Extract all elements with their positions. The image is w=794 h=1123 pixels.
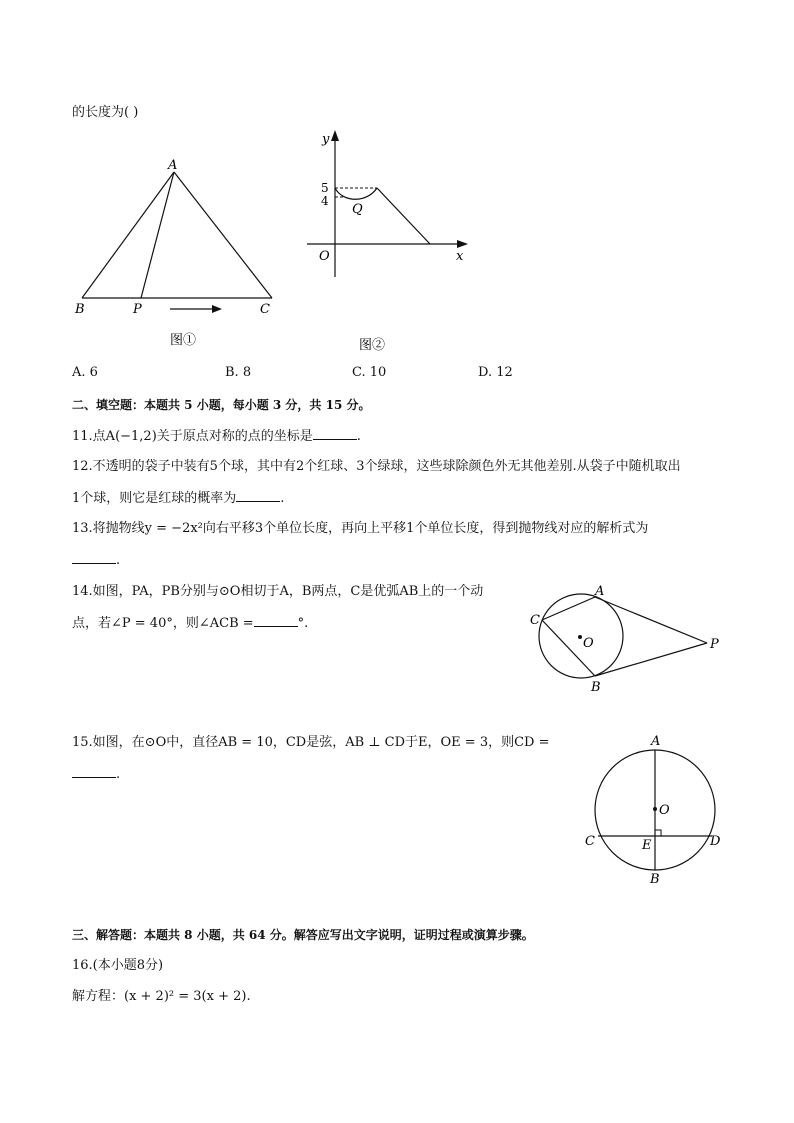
option-b[interactable]: B. 8 [225,365,252,380]
label-A: A [168,158,178,173]
label-B: B [75,302,85,317]
graph-line-down [377,188,430,244]
label-A: A [651,734,661,749]
q11-text: 11.点A(−1,2)关于原点对称的点的坐标是 [72,429,313,444]
q15-period: . [116,767,121,782]
tick-4: 4 [321,194,329,208]
caption-fig2: 图② [359,338,386,353]
center-dot [578,635,582,639]
q12-answer-blank[interactable] [236,489,280,502]
label-Q: Q [352,202,363,217]
q11-period: . [356,429,361,444]
q13-line1: 13.将抛物线y = −2x²向右平移3个单位长度，再向上平移1个单位长度，得到抛物线对应的解析式为 [72,521,649,536]
q14-line1: 14.如图，PA，PB分别与⊙O相切于A，B两点，C是优弧AB上的一个动 [72,584,484,599]
option-c[interactable]: C. 10 [352,365,387,380]
q15-line1: 15.如图，在⊙O中，直径AB = 10，CD是弦，AB ⊥ CD于E，OE = 3，则CD = [72,735,550,750]
q16-equation: 解方程：(x + 2)² = 3(x + 2). [72,989,251,1004]
section-3-heading: 三、解答题：本题共 8 小题，共 64 分。解答应写出文字说明，证明过程或演算步骤。 [72,928,534,942]
label-y: y [322,132,330,147]
center-dot [653,807,657,811]
figure-q15-circle-diameter [580,725,730,890]
label-E: E [642,838,652,853]
option-a[interactable]: A. 6 [72,365,98,380]
figure-1-triangle [60,150,290,350]
question-12-line2 [72,489,284,508]
tick-5: 5 [321,181,329,195]
q11-answer-blank[interactable] [313,427,357,440]
q10-stem-tail: 的长度为( ) [72,105,139,120]
q13-period: . [116,553,121,568]
label-C: C [530,613,540,628]
question-14-line2 [72,614,308,633]
question-11 [72,427,361,446]
label-P: P [710,637,719,652]
right-angle-mark [655,830,661,836]
q12-period: . [280,491,285,506]
q14-degree: °. [297,616,309,631]
question-15-line2 [72,765,120,784]
section-2-heading: 二、填空题：本题共 5 小题，每小题 3 分，共 15 分。 [72,398,371,412]
side-AB [82,172,174,298]
label-O: O [659,803,670,818]
q14-text: 点，若∠P = 40°，则∠ACB = [72,616,254,631]
label-B: B [591,680,601,695]
q16-label: 16.(本小题8分) [72,958,164,973]
label-P: P [133,302,142,317]
x-axis-arrow [457,240,468,248]
label-D: D [710,834,721,849]
label-C: C [260,302,270,317]
curve-Q [335,188,377,199]
tangent-PA [595,597,707,643]
q12-text: 1个球，则它是红球的概率为 [72,491,237,506]
label-origin: O [319,249,330,264]
q12-line1: 12.不透明的袋子中装有5个球，其中有2个红球、3个绿球，这些球除颜色外无其他差别.从袋子中随机取出 [72,459,681,474]
label-B: B [650,872,660,887]
caption-fig1: 图① [170,333,197,348]
label-C: C [585,834,595,849]
y-axis-arrow [331,130,339,141]
q14-answer-blank[interactable] [254,614,298,627]
option-d[interactable]: D. 12 [478,365,513,380]
figure-q14-circle-tangents [525,580,725,695]
label-x: x [456,249,464,264]
label-A: A [595,584,605,599]
side-AC [174,172,272,298]
motion-arrow-head [212,305,222,313]
question-13-line2 [72,551,120,570]
q15-answer-blank[interactable] [72,765,116,778]
segment-AP [141,172,174,298]
label-O: O [583,636,594,651]
q13-answer-blank[interactable] [72,551,116,564]
tangent-PB [595,643,707,676]
figure-2-graph [305,125,485,360]
